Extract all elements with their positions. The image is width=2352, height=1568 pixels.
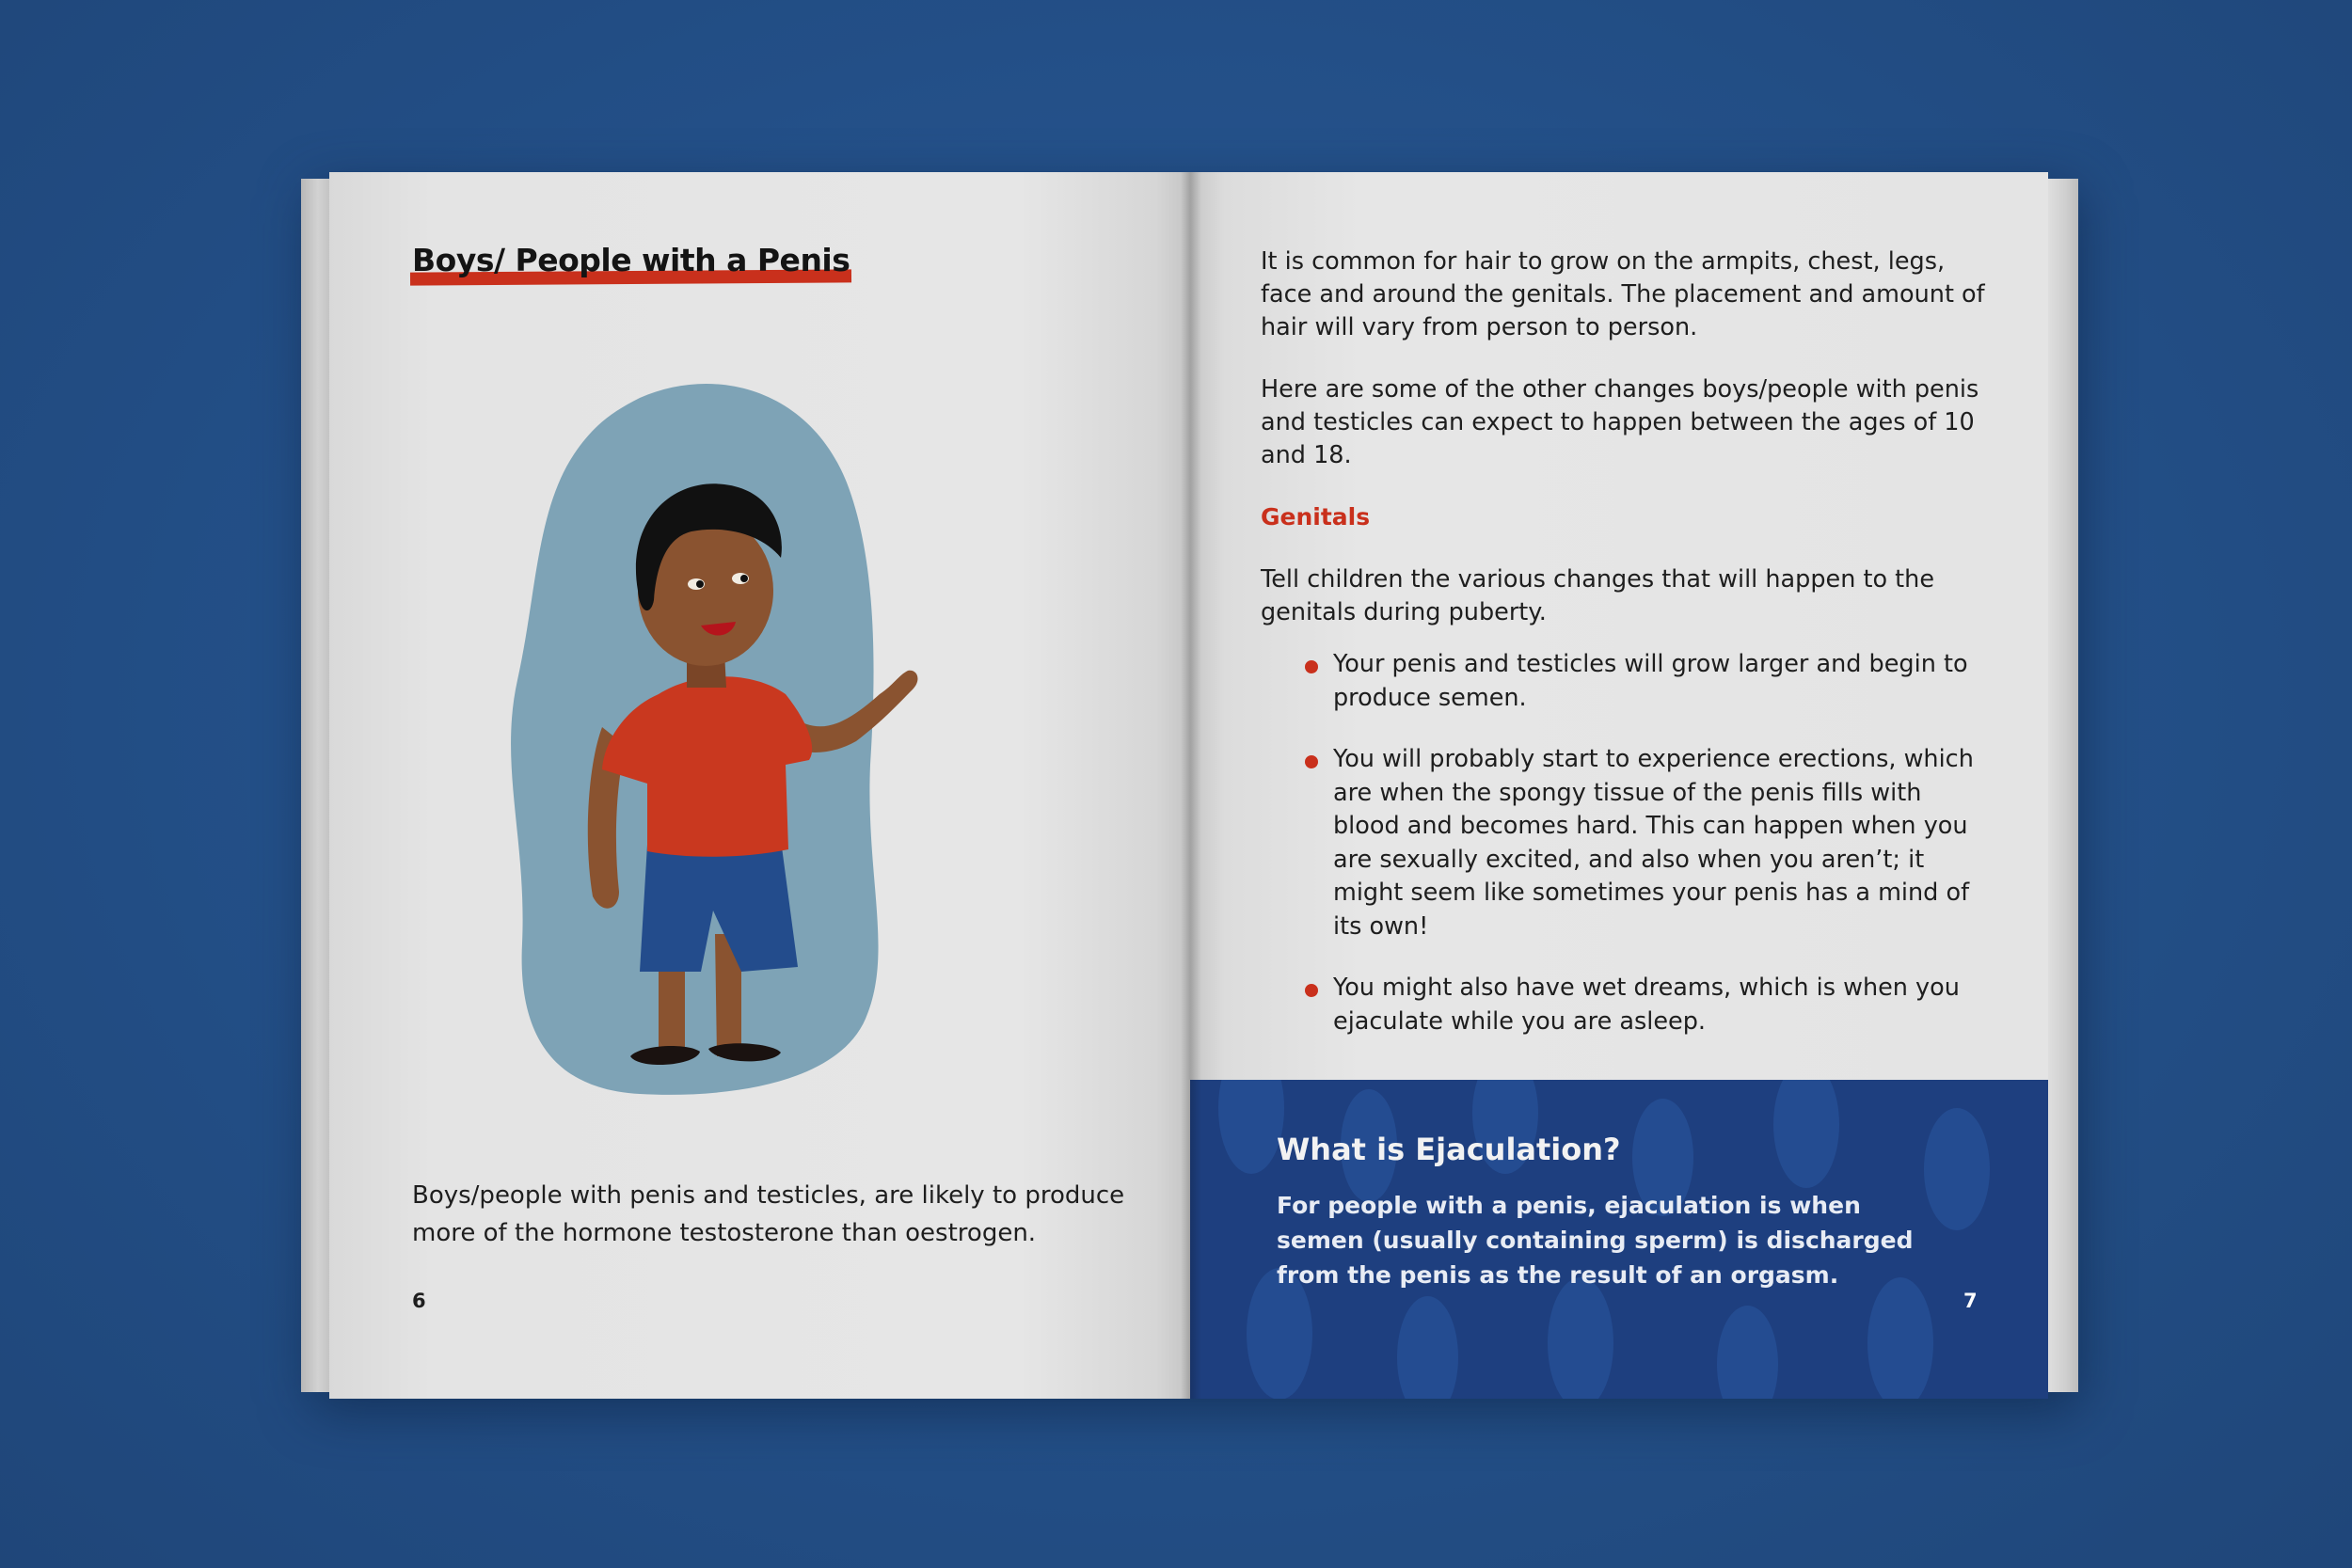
bullet-dot-icon: [1305, 755, 1318, 768]
bullet-text: You might also have wet dreams, which is when you ejaculate while you are asleep.: [1333, 974, 1960, 1036]
page-number-right: 7: [1963, 1290, 1978, 1312]
bullet-dot-icon: [1305, 984, 1318, 997]
page-edge-left: [301, 179, 329, 1392]
callout-pattern-blob: [1218, 1080, 1284, 1174]
page-edge-right: [2046, 179, 2078, 1392]
callout-title: What is Ejaculation?: [1277, 1132, 1621, 1167]
callout-pattern-blob: [1867, 1277, 1933, 1399]
heading-wrap: [412, 242, 850, 278]
bullet-list: [1305, 648, 1982, 1067]
page-number-left: 6: [412, 1290, 426, 1312]
paragraph-changes: Here are some of the other changes boys/people with penis and testicles can expect to happen between the ages of 10 and 18.: [1261, 375, 1979, 469]
callout-pattern-blob: [1548, 1277, 1613, 1399]
paragraph-genitals: Tell children the various changes that will happen to the genitals during puberty.: [1261, 565, 1935, 626]
bullet-text: You will probably start to experience erections, which are when the spongy tissue of the penis fills with blood and becomes hard. This can happen when you are sexually excited, and also when you aren’t; it might seem like sometimes your penis has a mind of its own!: [1333, 745, 1974, 941]
bullet-dot-icon: [1305, 660, 1318, 673]
subheading-genitals: Genitals: [1261, 503, 1371, 531]
boy-pupil-right: [740, 575, 748, 582]
callout-pattern-blob: [1397, 1296, 1458, 1399]
boy-illustration: [499, 370, 988, 1103]
book-spine: [1181, 172, 1201, 1399]
bullet-text: Your penis and testicles will grow larger and begin to produce semen.: [1333, 650, 1968, 712]
right-page: [1190, 172, 2048, 1399]
list-item: [1305, 743, 1982, 943]
list-item: [1305, 648, 1982, 715]
callout-body: For people with a penis, ejaculation is when semen (usually containing sperm) is discharged from the penis as the result of an orgasm.: [1277, 1192, 1914, 1289]
page-heading: Boys/ People with a Penis: [412, 242, 850, 278]
left-body-text: Boys/people with penis and testicles, are likely to produce more of the hormone testosterone than oestrogen.: [412, 1181, 1125, 1247]
callout-box: [1190, 1080, 2048, 1399]
left-page: [329, 172, 1190, 1399]
callout-pattern-blob: [1773, 1080, 1839, 1188]
callout-pattern-blob: [1717, 1306, 1778, 1399]
boy-pupil-left: [696, 580, 704, 588]
paragraph-hair: It is common for hair to grow on the armpits, chest, legs, face and around the genitals. The placement and amount of hair will vary from person to person.: [1261, 247, 1985, 341]
list-item: [1305, 972, 1982, 1038]
